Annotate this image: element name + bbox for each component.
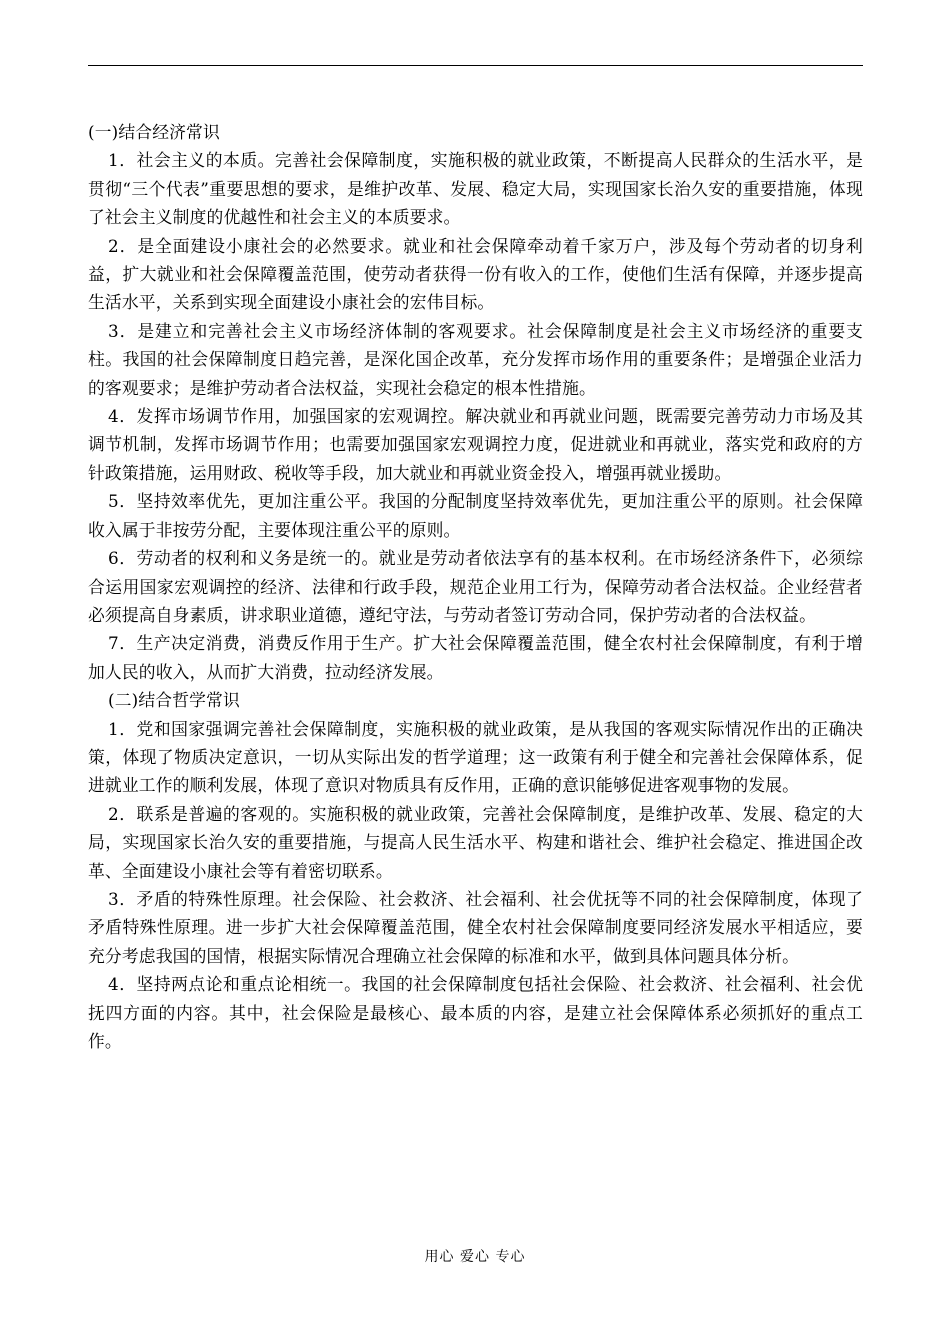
economics-point-2: 2．是全面建设小康社会的必然要求。就业和社会保障牵动着千家万户，涉及每个劳动者的切身利益，扩大就业和社会保障覆盖范围，使劳动者获得一份有收入的工作，使他们生活有保障，并逐步提高生活水平，关系到实现全面建设小康社会的宏伟目标。 <box>88 235 863 313</box>
economics-point-6: 6．劳动者的权利和义务是统一的。就业是劳动者依法享有的基本权利。在市场经济条件下，必须综合运用国家宏观调控的经济、法律和行政手段，规范企业用工行为，保障劳动者合法权益。企业经营者必须提高自身素质，讲求职业道德，遵纪守法，与劳动者签订劳动合同，保护劳动者的合法权益。 <box>88 548 863 625</box>
page-footer: 用心 爱心 专心 <box>424 1249 526 1265</box>
section-heading-philosophy: (二)结合哲学常识 <box>108 690 240 711</box>
header-rule <box>88 65 863 66</box>
section-heading-economics: (一)结合经济常识 <box>88 122 220 142</box>
economics-point-7: 7．生产决定消费，消费反作用于生产。扩大社会保障覆盖范围，健全农村社会保障制度，有利于增加人民的收入，从而扩大消费，拉动经济发展。 <box>88 633 863 682</box>
document-body <box>88 118 863 1055</box>
philosophy-point-1: 1．党和国家强调完善社会保障制度，实施积极的就业政策，是从我国的客观实际情况作出的正确决策，体现了物质决定意识，一切从实际出发的哲学道理；这一政策有利于健全和完善社会保障体系，促进就业工作的顺利发展，体现了意识对物质具有反作用，正确的意识能够促进客观事物的发展。 <box>88 718 863 796</box>
economics-point-1: 1．社会主义的本质。完善社会保障制度，实施积极的就业政策，不断提高人民群众的生活水平，是贯彻“三个代表”重要思想的要求，是维护改革、发展、稳定大局，实现国家长治久安的重要措施，体现了社会主义制度的优越性和社会主义的本质要求。 <box>88 150 863 228</box>
economics-point-5: 5．坚持效率优先，更加注重公平。我国的分配制度坚持效率优先，更加注重公平的原则。社会保障收入属于非按劳分配，主要体现注重公平的原则。 <box>88 491 863 540</box>
philosophy-point-2: 2．联系是普遍的客观的。实施积极的就业政策，完善社会保障制度，是维护改革、发展、稳定的大局，实现国家长治久安的重要措施，与提高人民生活水平、构建和谐社会、维护社会稳定、推进国企改革、全面建设小康社会等有着密切联系。 <box>88 803 863 881</box>
philosophy-point-4: 4．坚持两点论和重点论相统一。我国的社会保障制度包括社会保险、社会救济、社会福利、社会优抚四方面的内容。其中，社会保险是最核心、最本质的内容，是建立社会保障体系必须抓好的重点工作。 <box>88 974 863 1051</box>
philosophy-point-3: 3．矛盾的特殊性原理。社会保险、社会救济、社会福利、社会优抚等不同的社会保障制度，体现了矛盾特殊性原理。进一步扩大社会保障覆盖范围，健全农村社会保障制度要同经济发展水平相适应，要充分考虑我国的国情，根据实际情况合理确立社会保障的标准和水平，做到具体问题具体分析。 <box>88 888 863 966</box>
economics-point-3: 3．是建立和完善社会主义市场经济体制的客观要求。社会保障制度是社会主义市场经济的重要支柱。我国的社会保障制度日趋完善，是深化国企改革，充分发挥市场作用的重要条件；是增强企业活力的客观要求；是维护劳动者合法权益，实现社会稳定的根本性措施。 <box>88 320 863 398</box>
economics-point-4: 4．发挥市场调节作用，加强国家的宏观调控。解决就业和再就业问题，既需要完善劳动力市场及其调节机制，发挥市场调节作用；也需要加强国家宏观调控力度，促进就业和再就业，落实党和政府的方针政策措施，运用财政、税收等手段，加大就业和再就业资金投入，增强再就业援助。 <box>88 406 863 483</box>
